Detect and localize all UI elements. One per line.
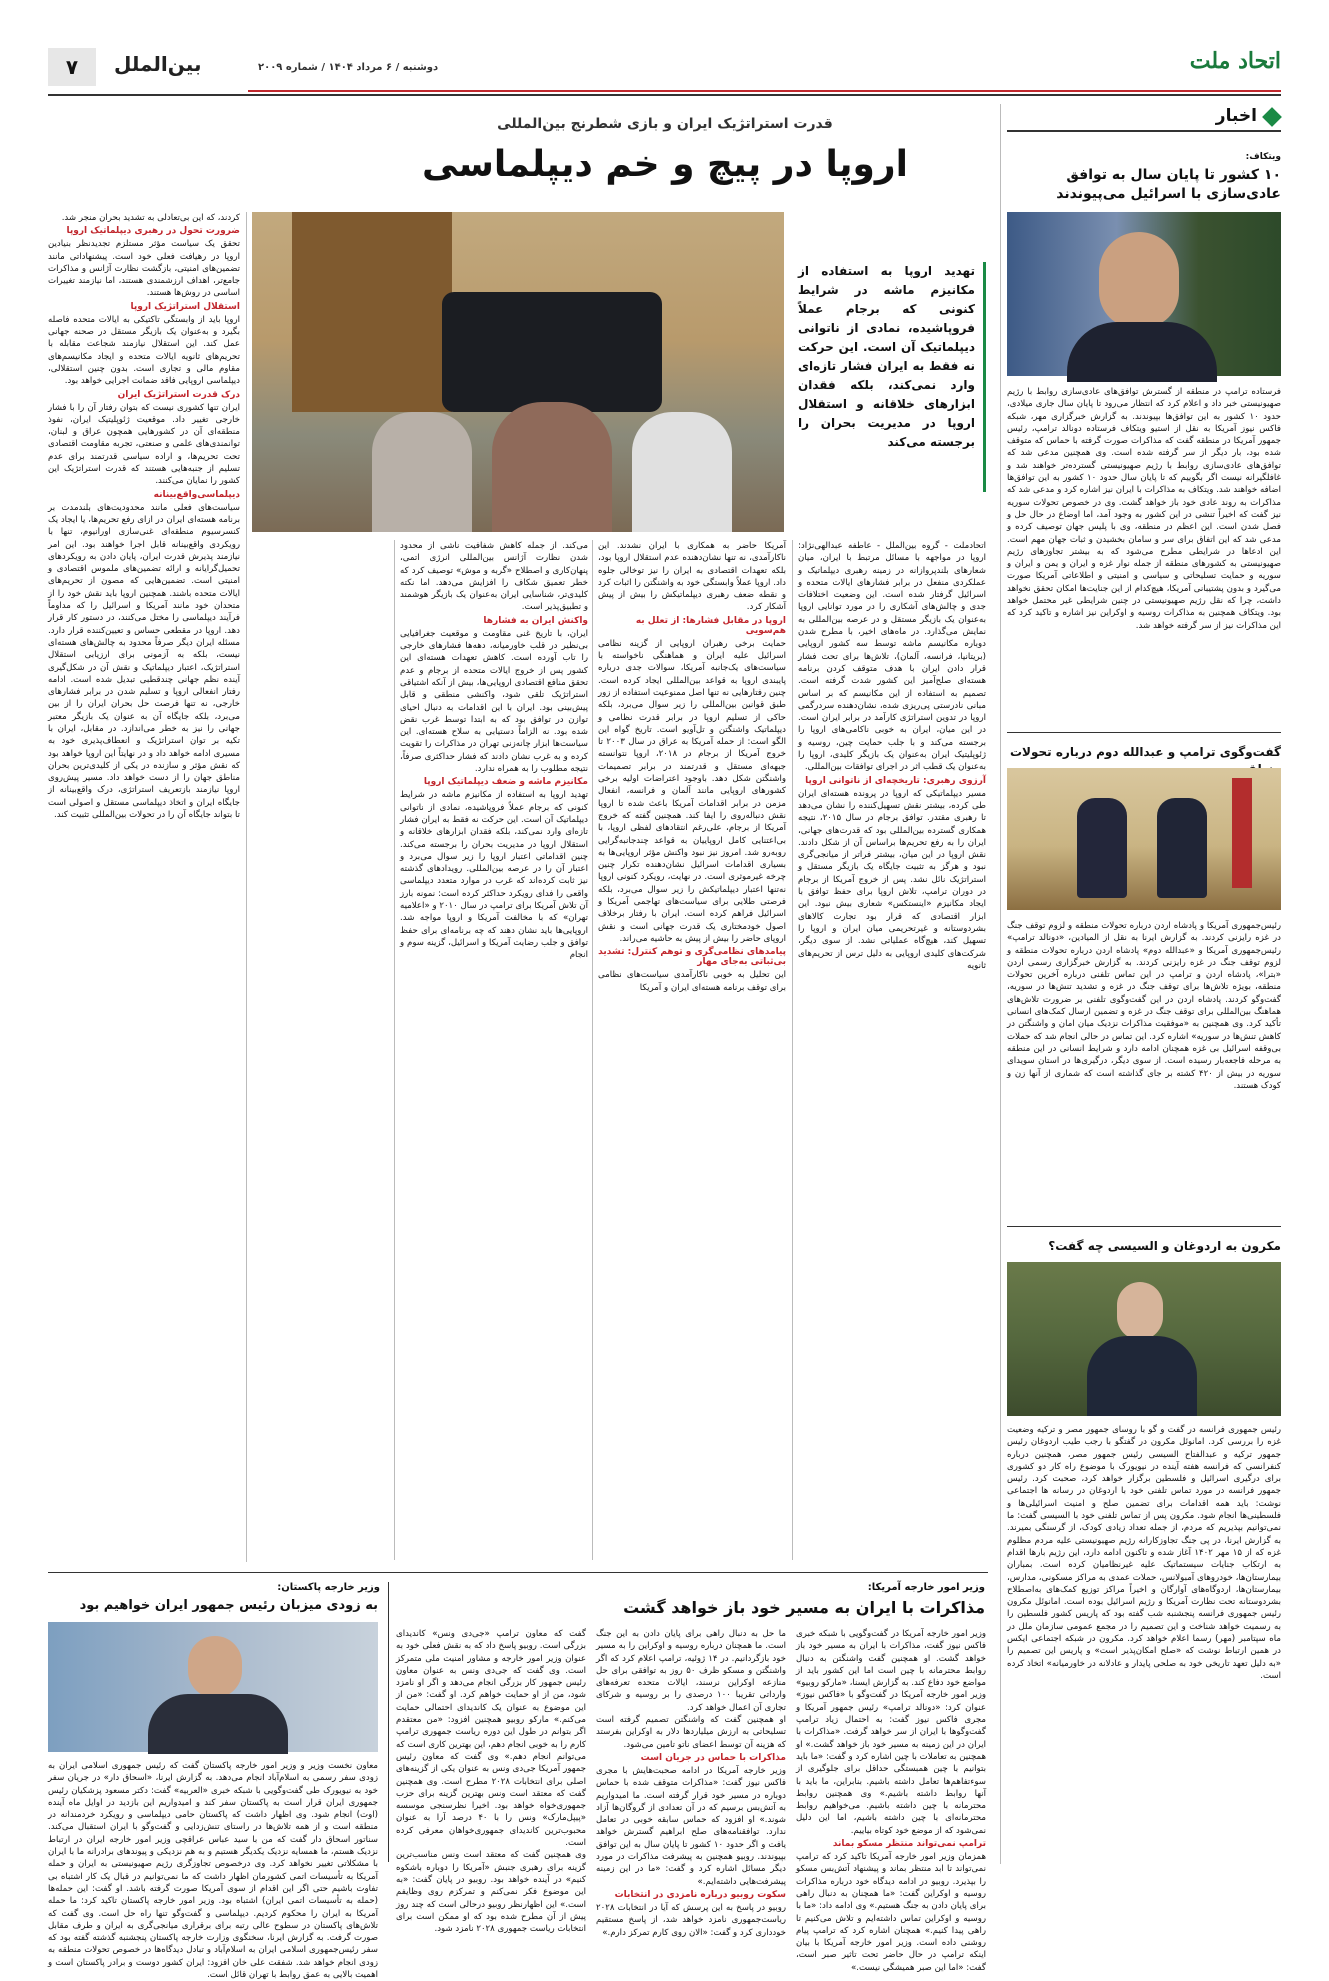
bottom-mid-col-2b-text: او همچنین گفت که واشنگتن تصمیم گرفته است تسلیحاتی به ارزش میلیاردها دلار به اوکراین بفرستد که هزینه آن توسط اعضای ناتو تامین می‌شود. — [596, 1715, 786, 1750]
bottom-mid-sub-3: سکوت روبیو درباره نامزدی در انتخابات — [614, 1889, 786, 1900]
main-col-3-text: می‌کند. از جمله کاهش شفافیت ناشی از محدود شدن نظارت آژانس بین‌المللی انرژی اتمی، پنهان‌کاری و اصطلاح «گربه و موش» توصیف کرد که خطر تعمیق شکاف را افزایش می‌دهد. اما نکته کلیدی‌تر، شناسایی ایران به‌عنوان یک بازیگر هوشمند و تطبیق‌پذیر است. — [400, 541, 588, 613]
news-body-1: فرستاده ترامپ در منطقه از گسترش توافق‌های عادی‌سازی روابط با رژیم صهیونیستی خبر داد و اعلام کرد که انتظار می‌رود تا پایان سال جاری میلادی، حدود ۱۰ کشور به این توافق‌ها بپیوندند. به گزارش خبرگزاری مهر، شبکه فاکس نیوز آمریکا به نقل از استیو ویتکاف فرستاده دونالد ترامپ، رئیس جمهور آمریکا در منطقه گفت که مذاکرات صورت گرفته با حماس که متوقف شده بود، بار دیگر از سر گرفته شده است. وی همچنین مدعی شد که توافق‌های عادی‌سازی روابط با رژیم صهیونیستی گسترده‌تر خواهند شد و غافلگیرانه نیست اگر بگوییم که تا پایان سال حدود ۱۰ کشور به این توافق‌ها اضافه خواهند شد. ویتکاف به مذاکرات با ایران نیز اشاره کرد و مدعی شد که مذاکرات به روند عادی خود باز خواهد گشت. وی در خصوص تحولات سوریه نیز گفت که اخیراً تنشی در این کشور به وجود آمد، اما اوضاع در حال حل و فصل شدن است. این اعظم در منطقه، وی با پلیس جهان توصیف کرده و مدعی شد که این اتفاق برای سر و سامان بخشیدن و ثبات جهان مهم است. این ادعاها در شرایطی مطرح می‌شود که به بیشتر تجاوزهای رژیم صهیونیستی به کشورهای منطقه از جمله نوار غزه و ایران و یمن و ایران و سوریه و حمایت تسلیحاتی و سیاسی و امنیتی و اطلاعاتی آمریکا صورت می‌گیرد و بدون پشتیبانی آمریکا، هیچ‌کدام از این جنایت‌ها امکان تحقق نخواهد داشت، چرا که نقل رژیم صهیونیستی در چنین شرایطی غیر محتمل خواهد بود. ویتکاف همچنین به مذاکرات روسیه و اوکراین نیز اشاره و تاکید کرد که این مذاکرات نیز از سر گرفته خواهد شد. — [1007, 387, 1281, 631]
main-col-4d-text: ایران تنها کشوری نیست که بتوان رفتار آن را با فشار خارجی تغییر داد. موقعیت ژئوپلیتیک ایران، نفوذ منطقه‌ای آن در کشورهایی همچون عراق و لبنان، توانمندی‌های علمی و صنعتی، تجربه مقاومت اقتصادی تحت تحریم‌ها، و اراده سیاسی قدرتمند برای عدم تسلیم از جنبه‌هایی هستند که قدرت استراتژیک این کشور را نمایان می‌کنند. — [48, 402, 240, 487]
bottom-mid-sub-2: مذاکرات با حماس در جریان است — [640, 1752, 786, 1763]
bottom-mid-col-1 — [796, 1628, 986, 1973]
bottom-mid-col-1-text: وزیر امور خارجه آمریکا در گفت‌وگویی با شبکه خبری فاکس نیوز گفت، مذاکرات با ایران به مسیر خود باز خواهد گشت. او همچنین گفت واشنگتن به دنبال روابط محترمانه با چین است اما این کشور باید از مواضع خود دفاع کند. به گزارش ایسنا، «مارکو روبیو» وزیر امور خارجه آمریکا در گفت‌وگو با «فاکس نیوز» عنوان کرد: «دونالد ترامپ» رئیس جمهور آمریکا و مجری فاکس نیوز گفت: به احتمال زیاد ترامپ گفت‌وگوها با ایران از سر خواهد گرفت. «مذاکرات با ایران در این زمینه به مسیر خود باز خواهد گشت.» او همچنین به تعاملات با چین اشاره کرد و گفت: «ما باید بتوانیم با چین همبستگی حداقل برای جلوگیری از سوءتفاهم‌ها تعامل داشته باشیم. بنابراین، ما باید با آنها روابط داشته باشیم.» وی همچنین روابط محترمانه با چین داشته باشیم. می‌خواهیم روابط محترمانه‌ای با چین داشته باشیم، اما این دلیل نمی‌شود که از موضع خود کوتاه بیاییم. — [796, 1629, 986, 1836]
main-sub-9: دیپلماسی‌واقع‌بینانه — [153, 489, 240, 500]
main-sub-2: اروپا در مقابل فشارها: از تعلل به هم‌سویی — [635, 615, 786, 636]
bottom-mid-title: مذاکرات با ایران به مسیر خود باز خواهد گشت — [623, 1598, 985, 1617]
main-col-4c-text: اروپا باید از وابستگی تاکتیکی به ایالات متحده فاصله بگیرد و به‌عنوان یک بازیگر مستقل در صحنه جهانی عمل کند. این استقلال نیازمند شجاعت مقابله با تحریم‌های ثانویه ایالات متحده و ایجاد مکانیسم‌های مقاوم مالی و تجاری است. بدون چنین استقلالی، دیپلماسی اروپایی فاقد ضمانت اجرایی خواهد بود. — [48, 314, 240, 387]
page-number: ۷ — [65, 55, 79, 79]
photo-trump-abdullah — [1007, 768, 1281, 910]
main-col-2 — [598, 540, 786, 1560]
main-sub-1: آرزوی رهبری: تاریخچه‌ای از ناتوانی اروپا — [805, 775, 986, 786]
bottom-mid-col-2 — [596, 1628, 787, 1938]
main-kicker: قدرت استراتژیک ایران و بازی شطرنج بین‌المللی — [497, 116, 833, 132]
news-body-2: رئیس‌جمهوری آمریکا و پادشاه اردن درباره تحولات منطقه و لزوم توقف جنگ در غزه رایزنی کردند. به گزارش ایرنا به نقل از المیادین، «دونالد ترامپ» رئیس‌جمهوری آمریکا و «عبدالله دوم» پادشاه اردن درباره تحولات منطقه و لزوم توقف جنگ در غزه رایزنی کردند. به گزارش خبرگزاری رسمی اردن «بترا»، پادشاه اردن و ترامپ در این تماس تلفنی درباره آخرین تحولات منطقه، بویژه تلاش‌ها برای توقف جنگ در غزه و تشدید تنش‌ها در سوریه، گفت‌وگو کردند. پادشاه اردن در این گفت‌وگوی تلفنی بر ضرورت تلاش‌های هماهنگ بین‌المللی برای توقف جنگ در غزه و تضمین ارسال کمک‌های انسانی تأکید کرد. وی همچنین به «موفقیت مذاکرات نزدیک میان امان و واشنگتن در کاهش تنش‌ها در سوریه» اشاره کرد. این تماس در حالی انجام شد که حملات بی‌وقفه اسرائیل بی غزه همچنان ادامه دارد و شرایط انسانی در این منطقه به مرحله فاجعه‌بار رسیده است. از سوی دیگر، درگیری‌ها در استان سویدای سوریه در بیش از ۴۲۰ کشته بر جای گذاشته است که شماری از آنها زن و کودک هستند. — [1007, 921, 1281, 1091]
main-col-2b-text: حمایت برخی رهبران اروپایی از گزینه نظامی اسرائیل علیه ایران و هماهنگی ناخواسته با سیاست‌های یک‌جانبه آمریکا، سوالات جدی درباره پایبندی اروپا به قواعد بین‌المللی ایجاد کرده است. چنین رفتارهایی نه تنها اصل ممنوعیت استفاده از زور طبق قوانین بین‌المللی را زیر سوال می‌برد، بلکه حاکی از تسلیم اروپا در برابر قدرت نظامی و دیپلماتیک واشنگتن و تل‌آویو است. تاریخ گواه این الگو است: از حمله آمریکا به عراق در سال ۲۰۰۳ تا خروج آمریکا از برجام در ۲۰۱۸، اروپا نتوانسته جبهه‌ای مستقل و قدرتمند در برابر تصمیمات واشنگتن شکل دهد. باوجود اعتراضات اولیه برخی کشورهای اروپایی مانند آلمان و فرانسه، انفعال مزمن در برابر اقدامات آمریکا باعث شده تا اروپا نقش دنباله‌روی را ایفا کند. همچنین گفته که خروج آمریکا از برجام، علی‌رغم انتقادهای لفظی اروپا، با بی‌اعتنایی کامل اروپاییان به قواعد چندجانبه‌گرایی روبه‌رو شد. امروز نیز نبود واکنش مؤثر اروپایی‌ها به بسیاری اقدامات اسرائیل نشان‌دهنده تکرار چنین چرخه غیرموثری است. در نهایت، رویکرد کنونی اروپا نه‌تنها اعتبار دیپلماتیکش را زیر سوال می‌برد، بلکه فرصتی طلایی برای سیاست‌های تهاجمی آمریکا و اسرائیل فراهم کرده است. ایران با رفتار برخلاف اصول خودمختاری یک قدرت جهانی است و نقش اروپای حاضر را بیش از پیش به حاشیه می‌راند. — [598, 638, 787, 944]
main-col-1b-text: مسیر دیپلماتیکی که اروپا در پرونده هسته‌ای ایران طی کرده، بیشتر نقش تسهیل‌کننده را نشان می‌دهد تا رهبری مقتدر. توافق برجام در سال ۲۰۱۵، نتیجه همکاری گسترده بین‌المللی بود که قدرت‌های جهانی، ایران را به رفع تحریم‌ها براساس آن از شکل دادند. نقش اروپا در این میان، بیشتر فراتر از میانجی‌گری نبود و هرگز به تثبیت جایگاه یک بازیگر مستقل و استراتژیک نائل نشد. پس از خروج آمریکا از برجام در دوران ترامپ، تلاش اروپا برای حفظ توافق با ایجاد مکانیزم «اینستکس» شعاری بیش نبود. این ابزار اقتصادی که قرار بود تجارت کالاهای بشردوستانه و غیرتحریمی میان ایران و اروپا را تسهیل کند، هیچ‌گاه عملیاتی نشد. از سوی دیگر، شرکت‌های کلیدی اروپایی به دلیل ترس از تحریم‌های ثانویه — [798, 788, 986, 971]
main-sub-3: پیامدهای نظامی‌گری و توهم کنترل: تشدید بی‌ثباتی به‌جای مهار — [598, 947, 786, 968]
main-col-4e-text: سیاست‌های فعلی مانند محدودیت‌های بلندمدت بر برنامه هسته‌ای ایران در ازای رفع تحریم‌ها، یا ایجاد یک کنسرسیوم منطقه‌ای غنی‌سازی اورانیوم، تنها با رویکردی واقع‌بینانه قابل اجرا خواهند بود. این امر نیازمند پذیرش قدرت ایران، پایان دادن به رویکردهای تحمیل‌گرایانه و ارائه تضمین‌های ملموس اقتصادی و امنیتی است. تضمین‌هایی که مصون از تحریم‌های ایالات متحده باشند. همچنین اروپا باید نقش خود را از متحدان خود مانند آمریکا و اسرائیل را که مداوماً فرآیند دیپلماسی را مختل می‌کنند، در دستور کار قرار دهد. اروپا در مقطعی حساس و تعیین‌کننده قرار دارد. مسئله ایران دیگر صرفاً محدود به چالش‌های هسته‌ای نیست، بلکه به آزمونی برای ارزیابی استقلال استراتژیک، اعتبار دیپلماتیک و نقش آن در شکل‌گیری آینده نظم جهانی چندقطبی تبدیل شده است. ادامه رفتار انفعالی اروپا و تسلیم شدن در برابر فشارهای خارجی، نه تنها فرصت حل بحران ایران را از بین می‌برد، بلکه جایگاه آن به عنوان یک بازیگر معتبر جهانی را نیز به خطر می‌اندازد. در مقابل، ایران با تکیه بر توان استراتژیک و انعطاف‌پذیری خود به مسیری ادامه خواهد داد و در نهایتاً این اروپا خواهد بود که نقش مؤثر و سازنده در یکی از کلیدی‌ترین بحران مناطق جهان را از دست خواهد داد. مسیر پیش‌روی اروپا نیازمند بازتعریف استراتژی، درک واقع‌بینانه از جایگاه ایران و اتخاذ دیپلماسی مستقل و اصولی است تا بتواند جایگاه آن را در تحولات بین‌المللی تثبیت کند. — [48, 502, 240, 821]
main-title: اروپا در پیچ و خم دیپلماسی — [422, 144, 908, 185]
main-sub-7: استقلال استراتژیک اروپا — [130, 301, 240, 312]
bottom-mid-col-2c-text: وزیر خارجه آمریکا در ادامه صحبت‌هایش با مجری فاکس نیوز گفت: «مذاکرات متوقف شده با حماس دوباره در مسیر خود قرار گرفته است. ما امیدواریم به آتش‌بس برسیم که در آن تعدادی از گروگان‌ها آزاد شوند.» او افزود که حماس سابقه خوبی در تعامل ندارد. توافقنامه‌های صلح ابراهیم گسترش خواهد یافت و اگر حدود ۱۰ کشور تا پایان سال به این توافق بپیوندند. روبیو همچنین به پیشرفت مذاکرات در مورد دیگر مسائل اشاره کرد و گفت: «ما در این زمینه پیشرفت‌هایی داشته‌ایم.» — [596, 1765, 786, 1887]
bottom-mid-sub-1: ترامپ نمی‌تواند منتظر مسکو بماند — [832, 1839, 986, 1850]
main-col-3 — [400, 540, 588, 1560]
news-title-2: گفت‌وگوی ترامپ و عبدالله دوم درباره تحولات — [1010, 745, 1281, 759]
bottom-mid-col-3b-text: وی همچنین گفت که معتقد است ونس مناسب‌ترین گزینه برای رهبری جنبش «آمریکا را دوباره باشکوه کنیم» در آینده خواهد بود. روبیو در پایان گفت: «به این موضوع فکر نمی‌کنم و تمرکزم روی وظایفم است.» این اظهارنظر روبیو درحالی است که چند روز پیش از آن مطرح شده بود که او ممکن است برای انتخابات ریاست جمهوری ۲۰۲۸ نامزد شود. — [396, 1850, 586, 1935]
diamond-icon — [1262, 107, 1282, 127]
bottom-mid-col-2d-text: روبیو در پاسخ به این پرسش که آیا در انتخابات ۲۰۲۸ ریاست‌جمهوری نامزد خواهد شد، از پاسخ مستقیم خودداری کرد و گفت: «الان روی کارم تمرکز دارم.» — [596, 1902, 786, 1938]
news-body-3: رئیس جمهوری فرانسه در گفت و گو با روسای جمهور مصر و ترکیه وضعیت غزه را بررسی کرد. امانوئل مکرون در گفتگو با رجب طیب اردوغان رئیس جمهور ترکیه و عبدالفتاح السیسی رئیس جمهور مصر، همچنین درباره کنفرانسی که فرانسه هفته آینده در نیویورک با موضوع راه کار دو کشوری برای درگیری اسرائیل و فلسطین برگزار خواهد کرد، صحبت کرد. رئیس جمهور فرانسه در مورد تماس تلفنی خود با اردوغان در رسانه ها اجتماعی نوشت: باید همه اقدامات برای تضمین صلح و امنیت اسرائیلی‌ها و فلسطینی‌ها انجام شود. مکرون پس از تماس تلفنی خود با السیسی گفت: ما نمی‌توانیم بپذیریم که مردم، از جمله تعداد زیادی کودک، از گرسنگی بمیرند. به گزارش ایرنا، در پی جنگ تجاوزکارانه رژیم صهیونیستی علیه مردم مظلوم غزه که از ۱۵ مهر ۱۴۰۲ آغاز شده و تاکنون ادامه دارد، این رژیم بارها اقدام به ارتکاب جنایات سیستماتیک علیه غیرنظامیان کرده است. بمباران بیمارستان‌ها، خودروهای آمبولانس، حملات عمدی به مراکز مسکونی، مدارس، بیمارستان‌ها، اردوگاه‌های آوارگان و اخیراً مراکز توزیع کمک‌های به‌اصطلاح بشردوستانه تحت نظارت آمریکا و رژیم اسرائیل بوده است. امانوئل مکرون رئیس جمهوری فرانسه پنجشنبه شب گفته بود که پاریس کشور فلسطین را به رسمیت خواهد شناخت و این تصمیم را در مجمع عمومی سازمان ملل در ماه سپتامبر (مهر) رسما اعلام خواهد کرد. مکرون در شبکه اجتماعی ایکس در همین ارتباط نوشت که «صلح امکان‌پذیر است» و پاریس این تصمیم را «به دلیل تعهد تاریخی خود به صلحی پایدار و عادلانه در خاورمیانه» اتخاذ کرده است. — [1007, 1425, 1282, 1681]
bottom-left-title: به زودی میزبان رئیس جمهور ایران خواهیم بود — [79, 1598, 378, 1613]
news-title-1: ۱۰ کشور تا پایان سال به توافق عادی‌سازی با اسرائیل می‌پیوندند — [1056, 167, 1281, 202]
main-col-4 — [48, 212, 240, 1560]
photo-macron — [1007, 1262, 1281, 1416]
main-col-3c-text: تهدید اروپا به استفاده از مکانیزم ماشه در شرایط کنونی که برجام عملاً فروپاشیده، نمادی از ناتوانی دیپلماتیک آن است. این حرکت نه فقط به ایران فشار تازه‌ای وارد نمی‌کند، بلکه فقدان ابزارهای خلاقانه و استقلال اروپا در مدیریت بحران را برجسته می‌کند. چنین اقداماتی اعتبار اروپا را زیر سوال می‌برد و اعتبار آن را در عرصه بین‌المللی. رویدادهای گذشته نیز ثابت کرده‌اند که غرب در موارد متعدد دیپلماسی واقعی را فدای رویکرد حداکثر کرده است: نمونه بارز آن تلاش آمریکا برای ترامپ در سال ۲۰۱۰ و «اعلامیه تهران» که با مخالفت آمریکا و اروپا مواجه شد. اروپایی‌ها باید نشان دهند که چه برنامه‌ای برای حفظ توافق و جلب رضایت آمریکا و اسرائیل، گزینه سوم و انجام — [400, 790, 588, 961]
main-sub-4: واکنش ایران به فشارها — [483, 615, 588, 626]
news-kicker-1: ویتکاف: — [1245, 152, 1281, 162]
news-column — [1007, 104, 1281, 1264]
bottom-mid-col-1b-text: همزمان وزیر امور خارجه آمریکا تاکید کرد که ترامپ نمی‌تواند تا ابد منتظر بماند و پیشنهاد آتش‌بس مسکو را بپذیرد. روبیو در ادامه دیدگاه خود درباره مذاکرات روسیه و اوکراین گفت: «ما همچنان به دنبال راهی برای پایان دادن به جنگ هستیم.» وی ادامه داد: «ما با روسیه و اوکراین تماس داشته‌ایم و تلاش می‌کنیم تا راهی پیدا کنیم.» همچنان اشاره کرد که ترامپ پیام روشنی داده است. وزیر امور خارجه آمریکا با بیان اینکه ترامپ در حال حاضر تحت تاثیر صبر است، گفت: «اما این صبر همیشگی نیست.» — [796, 1852, 986, 1973]
main-col-4-text: کردند، که این بی‌تعادلی به تشدید بحران منجر شد. — [61, 213, 240, 223]
bottom-left-kicker: وزیر خارجه پاکستان: — [277, 1582, 380, 1593]
main-col-4b-text: تحقق یک سیاست مؤثر مستلزم تجدیدنظر بنیادین اروپا در رهیافت فعلی خود است. پیشنهاداتی مانند تضمین‌های امنیتی، بازگشت نظارت آژانس و مذاکرات جامع‌تر، اهداف ارزشمندی هستند، اما نیازمند تغییرات اساسی در روش‌ها هستند. — [48, 239, 240, 299]
logo: اتحاد ملت — [1189, 48, 1281, 74]
page-number-badge — [48, 48, 96, 86]
main-sub-6: ضرورت تحول در رهبری دیپلماتیک اروپا — [66, 226, 240, 237]
photo-ishaq-dar — [48, 1622, 378, 1752]
main-col-3b-text: ایران، با تاریخ غنی مقاومت و موقعیت جغرافیایی بی‌نظیر در قلب خاورمیانه، دهه‌ها فشارهای خارجی را تاب آورده است. کاهش تعهدات هسته‌ای این کشور پس از خروج ایالات متحده از برجام و عدم تحقق منافع اقتصادی اروپایی‌ها، بیش از آنکه اشتیاقی استراتژیک تلقی شود، واکنشی منطقی و قابل پیش‌بینی بود. ایران با این اقدامات به دنبال احیای توازن در توافق بود که به ابتدا توسط غرب نقض شده بود. نه الزاماً دستیابی به سلاح هسته‌ای. این سیاست‌ها ابزار چانه‌زنی تهران در مذاکرات را تقویت کرده و به غرب نشان دادند که فشار حداکثری صرفاً، نتیجه مطلوب را به همراه ندارد. — [400, 628, 588, 775]
bottom-mid-col-3 — [396, 1628, 587, 1935]
news-label: اخبار — [1215, 106, 1257, 126]
bottom-left-body: معاون نخست وزیر و وزیر امور خارجه پاکستان گفت که رئیس جمهوری اسلامی ایران به زودی سفر رسمی به اسلام‌آباد انجام می‌دهد. به گزارش ایرنا، «اسحاق دار» در جریان سفر خود به نیویورک طی گفت‌وگویی با شبکه خبری «العربیه» گفت: دکتر مسعود پزشکیان رئیس جمهوری ایران قرار است به پاکستان سفر کند و امیدواریم این بازدید در اوایل ماه آینده (اوت) انجام شود. وی اظهار داشت که پاکستان حامی دیپلماسی و رویکرد خردمندانه در منطقه است و از همه تلاش‌ها در راستای تنش‌زدایی و گفت‌وگو با ایران استقبال می‌کند. سناتور اسحاق دار گفت که من با سید عباس عراقچی وزیر امور خارجه ایران در ارتباط نزدیک هستم، ما همسایه نزدیک یکدیگر هستیم و به هم نزدیکی و پیوندهای برادرانه ما با ایران با مشکلاتی تغییر نخواهد کرد. وی درخصوص تجاوزگری رژیم صهیونیستی به ایران و حمله آمریکا به تأسیسات اتمی کشورمان اظهار داشت که ما نمی‌توانیم در قبال یک کار اشتباه بی تفاوت باشیم حتی اگر این اقدام از سوی آمریکا صورت گرفته باشد. او گفت: این حمله‌ها (حمله به تأسیسات اتمی ایران) اشتباه بود. وزیر امور خارجه پاکستان تاکید کرد: ما حمله آمریکا به ایران را محکوم کردیم. دیپلماسی و گفت‌وگو تنها راه حل است. وی گفت که تلاش‌های پاکستان در سطوح عالی رتبه برای برقراری میانجی‌گری به ایران و طرف مقابل صورت گرفت. به گزارش ایرنا، سخنگوی وزارت خارجه پاکستان پنجشنبه گذشته گفته بود که سفر رئیس‌جمهوری اسلامی ایران به اسلام‌آباد و تبادل دیدگاه‌ها در خصوص تحولات منطقه به زودی انجام خواهد شد. شفقت علی خان افزود: ایران کشور دوست و برادر پاکستان است و اهمیت بالایی به عمق روابط با تهران قائل است. — [48, 1761, 378, 1981]
bottom-mid-kicker: وزیر امور خارجه آمریکا: — [867, 1582, 985, 1593]
news-header — [1007, 104, 1281, 132]
bottom-mid-col-3-text: گفت که معاون ترامپ «جی‌دی ونس» کاندیدای بزرگی است. روبیو پاسخ داد که به نقش فعلی خود به عنوان وزیر امور خارجه و مشاور امنیت ملی متمرکز است. وی گفت که جی‌دی ونس به عنوان معاون رئیس جمهور کار بزرگی انجام می‌دهد و اگر او نامزد شود، من از او حمایت خواهم کرد. او گفت: «من از این موضوع به عنوان یک کاندیدای احتمالی حمایت می‌کنم.» مارکو روبیو همچنین افزود: «من معتقدم اگر بتوانم در طول این دوره ریاست جمهوری ترامپ کارم را به خوبی انجام دهم، این بهترین کاری است که می‌توانم انجام دهم.» وی گفت که معاون رئیس جمهور آمریکا جی‌دی ونس به عنوان یکی از گزینه‌های اصلی برای انتخابات ۲۰۲۸ مطرح است. وی همچنین گفت که معتقد است ونس بهترین گزینه برای حزب جمهوری‌خواه خواهد بود. اخیرا نظرسنجی موسسه «پیپل‌مارک» ونس را با ۴۰ درصد آرا به عنوان محبوب‌ترین کاندیدای جمهوری‌خواهان معرفی کرده است. — [396, 1629, 587, 1849]
masthead — [48, 44, 1281, 96]
pullquote-text: تهدید اروپا به استفاده از مکانیزم ماشه در شرایط کنونی که برجام عملاً فروپاشیده، نمادی از ناتوانی دیپلماتیک آن است. این حرکت نه فقط به ایران فشار تازه‌ای وارد نمی‌کند، بلکه فقدان ابزارهای خلاقانه و استقلال اروپا در مدیریت بحران را برجسته می‌کند — [798, 264, 975, 449]
main-sub-8: درک قدرت استراتژیک ایران — [117, 389, 240, 400]
main-photo — [252, 212, 784, 532]
pullquote — [798, 262, 986, 492]
main-col-2-text: آمریکا حاضر به همکاری با ایران نشدند. این ناکارآمدی، نه تنها نشان‌دهنده عدم استقلال اروپا بود، بلکه تعهدات اقتصادی به ایران را نیز توخالی جلوه داد. اروپا عملاً وابستگی خود به واشنگتن را اثبات کرد و نقطه ضعف رهبری دیپلماتیکش را بیش از پیش آشکار کرد. — [598, 541, 786, 613]
main-col-1-text: اتحادملت - گروه بین‌الملل - عاطفه عبدالهی‌نژاد: اروپا در مواجهه با مسائل مرتبط با ایران، میان شعارهای بلندپروازانه در زمینه رهبری دیپلماتیک و عملکردی منفعل در برابر فشارهای ایالات متحده و اسرائیل گرفتار شده است. این وضعیت اختلافات جدی و چالش‌های آشکاری را در مورد توانایی اروپا به‌عنوان یک بازیگر مستقل و در عرصه بین‌المللی به نمایش می‌گذارد. در ماه‌های اخیر، با مطرح شدن دوباره مکانیسم ماشه توسط سه کشور اروپایی (بریتانیا، فرانسه، آلمان)، تلاش‌ها برای تحت فشار قرار دادن ایران با هدف متوقف کردن برنامه هسته‌ای صلح‌آمیز این کشور شدت گرفته است. تصمیم به استفاده از این مکانیسم که بر اساس مبانی نادرستی پی‌ریزی شده، نشان‌دهنده سردرگمی اروپا در تدوین استراتژی کارآمد در برابر ایران است. در این میان، ایران به خوبی ناکامی‌های اروپا را برجسته می‌کند و با جلب حمایت چین، روسیه و ژئوپلیتیک ایران به‌عنوان یک بازیگر کلیدی، اروپا را به‌عنوان یک قطب اثر در اجرای توافقات بین‌المللی. — [798, 541, 986, 773]
main-sub-5: مکانیزم ماشه و ضعف دیپلماتیک اروپا — [423, 777, 588, 788]
section-label: بین‌الملل — [114, 52, 202, 76]
date-issue: دوشنبه / ۶ مرداد ۱۴۰۴ / شماره ۲۰۰۹ — [258, 62, 439, 73]
main-col-2c-text: این تحلیل به خوبی ناکارآمدی سیاست‌های نظامی برای توقف برنامه هسته‌ای ایران و آمریکا — [598, 970, 786, 993]
news-title-3: مکرون به اردوغان و السیسی چه گفت؟ — [1048, 1239, 1281, 1253]
bottom-mid-col-2-text: ما حل به دنبال راهی برای پایان دادن به این جنگ است. ما همچنان درباره روسیه و اوکراین را به مسیر خود بازگردانیم. در ۱۴ ژوئیه، ترامپ اعلام کرد که اگر واشنگتن و مسکو ظرف ۵۰ روز به توافقی برای حل منازعه اوکراین نرسند، ایالات متحده تعرفه‌های وارداتی تقریبا ۱۰۰ درصدی را بر روسیه و شرکای تجاری آن اعمال خواهد کرد. — [596, 1629, 787, 1713]
main-col-1 — [798, 540, 986, 1560]
photo-witkoff — [1007, 212, 1281, 376]
